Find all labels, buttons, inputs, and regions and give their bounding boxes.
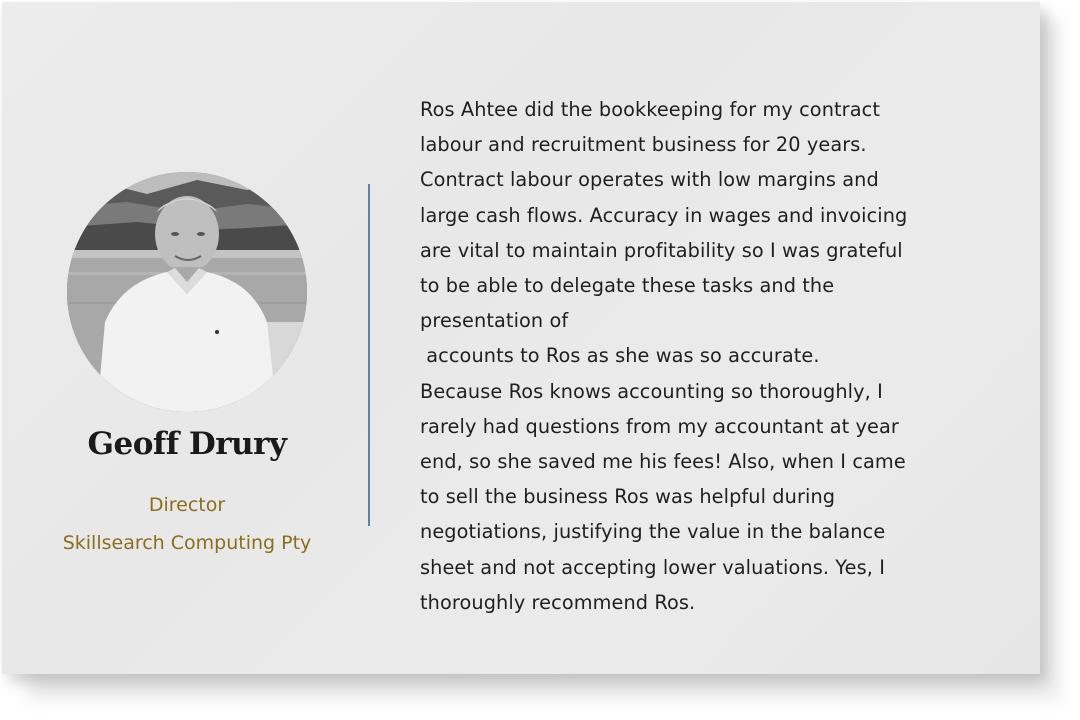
testimonial-line: are vital to maintain profitability so I was grateful (420, 238, 903, 262)
testimonial-line: large cash flows. Accuracy in wages and invoicing (420, 203, 908, 227)
testimonial-line: to sell the business Ros was helpful during (420, 485, 836, 509)
testimonial-line: presentation of (420, 309, 569, 333)
testimonial-line: Contract labour operates with low margins and (420, 168, 879, 192)
person-role-block (20, 486, 354, 562)
testimonial-line: to be able to delegate these tasks and the (420, 274, 835, 298)
testimonial-line: labour and recruitment business for 20 years. (420, 133, 867, 157)
testimonial-line: rarely had questions from my accountant at year (420, 414, 899, 438)
person-title: Director (148, 494, 226, 516)
testimonial-line: Ros Ahtee did the bookkeeping for my contract (420, 98, 880, 121)
testimonial-line: end, so she saved me his fees! Also, when I came (420, 450, 906, 474)
avatar-photo (67, 172, 307, 412)
testimonial-line: sheet and not accepting lower valuations. Yes, I (420, 555, 885, 579)
person-name: Geoff Drury (87, 426, 287, 462)
person-company: Skillsearch Computing Pty (62, 532, 312, 554)
testimonial-text (420, 92, 1000, 620)
vertical-divider (368, 184, 370, 526)
testimonial-line: thoroughly recommend Ros. (420, 590, 696, 614)
testimonial-card (2, 2, 1040, 674)
testimonial-line: accounts to Ros as she was so accurate. (420, 344, 820, 368)
testimonial-line: Because Ros knows accounting so thoroughly, I (420, 379, 883, 403)
avatar (67, 172, 307, 412)
testimonial-line: negotiations, justifying the value in the balance (420, 520, 886, 544)
